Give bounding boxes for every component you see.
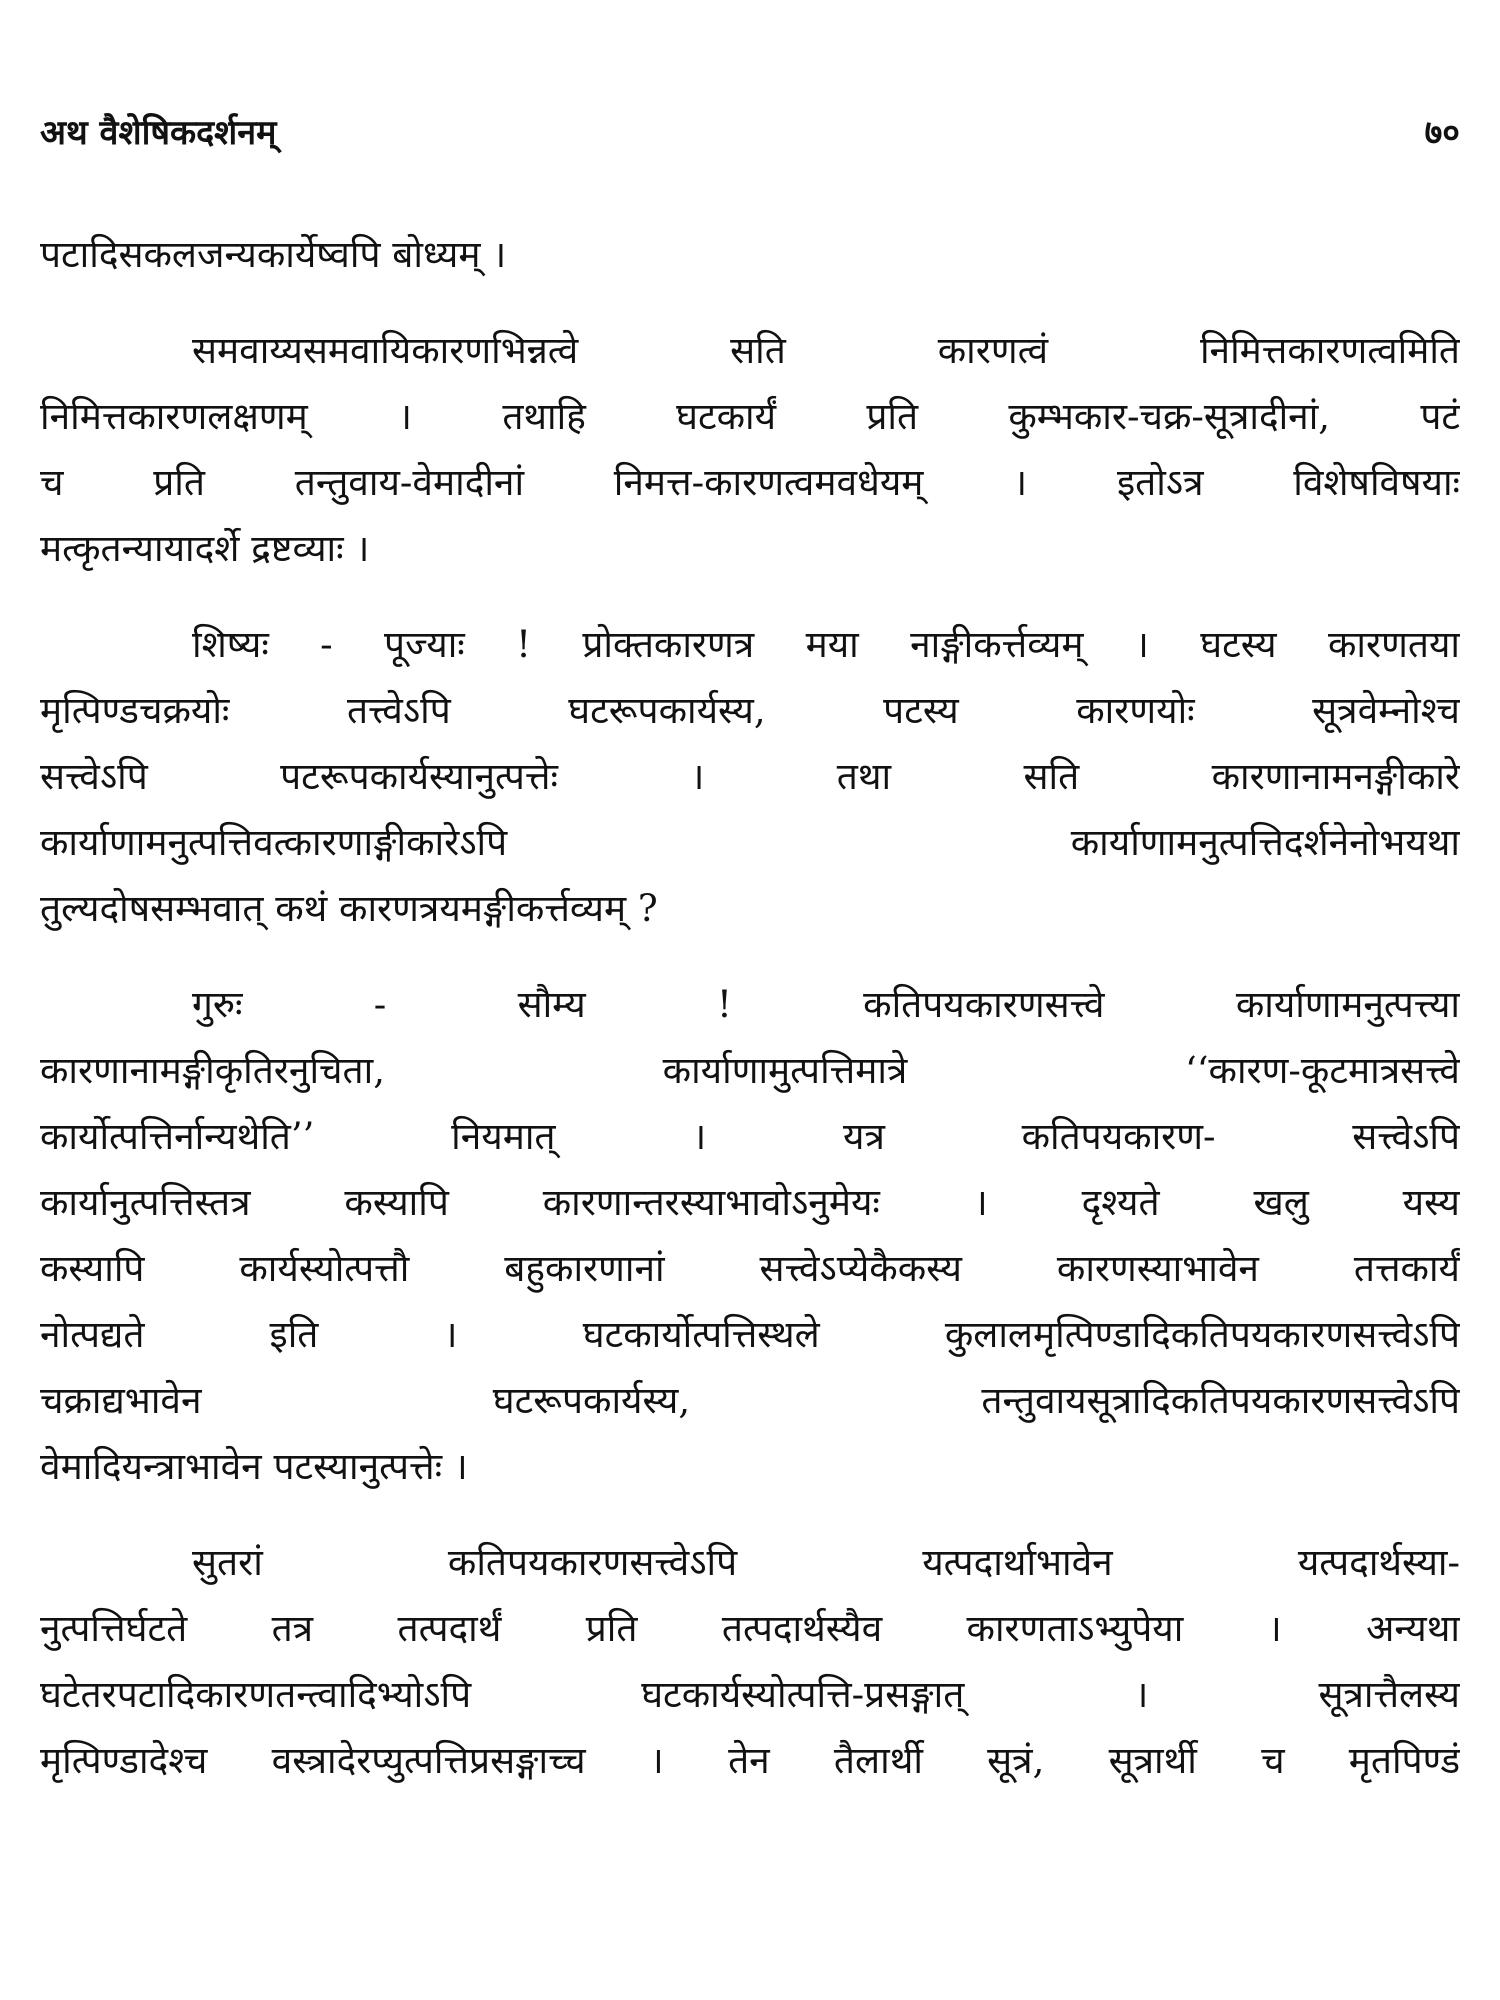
text-line: कारणानामङ्गीकृतिरनुचिता, कार्याणामुत्पत्तिमात्रे ‘‘कारण-कूटमात्रसत्त्वे [40, 1049, 1460, 1092]
text-line: घटेतरपटादिकारणतन्त्वादिभ्योऽपि घटकार्यस्योत्पत्ति-प्रसङ्गात् । सूत्रात्तैलस्य [40, 1673, 1460, 1716]
text-line: कार्योत्पत्तिर्नान्यथेति’’ नियमात् । यत्र कतिपयकारण- सत्त्वेऽपि [40, 1115, 1460, 1158]
paragraph-4 [40, 972, 1460, 1500]
text-line: निमित्तकारणलक्षणम् । तथाहि घटकार्यं प्रति कुम्भकार-चक्र-सूत्रादीनां, पटं [40, 395, 1460, 438]
text-line: मत्कृतन्यायादर्शे द्रष्टव्याः । [40, 527, 370, 570]
text-line: गुरुः - सौम्य ! कतिपयकारणसत्त्वे कार्याणामनुत्पत्त्या [192, 983, 1460, 1026]
text-line: कार्याणामनुत्पत्तिवत्कारणाङ्गीकारेऽपि कार्याणामनुत्पत्तिदर्शनेनोभयथा [40, 821, 1460, 864]
text-line: च प्रति तन्तुवाय-वेमादीनां निमत्त-कारणत्वमवधेयम् । इतोऽत्र विशेषविषयाः [40, 461, 1460, 504]
text-line: शिष्यः - पूज्याः ! प्रोक्तकारणत्र मया नाङ्गीकर्त्तव्यम् । घटस्य कारणतया [192, 623, 1460, 666]
running-header [40, 108, 1460, 158]
text-line: सुतरां कतिपयकारणसत्त्वेऽपि यत्पदार्थाभावेन यत्पदार्थस्या- [192, 1541, 1460, 1584]
text-line: वेमादियन्त्राभावेन पटस्यानुत्पत्तेः । [40, 1445, 468, 1488]
text-line: मृत्पिण्डादेश्च वस्त्रादेरप्युत्पत्तिप्रसङ्गाच्च । तेन तैलार्थी सूत्रं, सूत्रार्थी च मृतपिण्डं [40, 1739, 1460, 1782]
paragraph-3 [40, 612, 1460, 942]
text-line: चक्राद्यभावेन घटरूपकार्यस्य, तन्तुवायसूत्रादिकतिपयकारणसत्त्वेऽपि [40, 1379, 1460, 1422]
text-line: नोत्पद्यते इति । घटकार्योत्पत्तिस्थले कुलालमृत्पिण्डादिकतिपयकारणसत्त्वेऽपि [40, 1313, 1460, 1356]
text-line: कस्यापि कार्यस्योत्पत्तौ बहुकारणानां सत्त्वेऽप्येकैकस्य कारणस्याभावेन तत्तकार्यं [40, 1247, 1460, 1290]
page-number: ७० [1424, 113, 1460, 153]
paragraph-5 [40, 1530, 1460, 1794]
paragraph-2 [40, 318, 1460, 582]
text-line: मृत्पिण्डचक्रयोः तत्त्वेऽपि घटरूपकार्यस्य, पटस्य कारणयोः सूत्रवेम्नोश्च [40, 689, 1460, 732]
text-line: समवाय्यसमवायिकारणभिन्नत्वे सति कारणत्वं निमित्तकारणत्वमिति [192, 329, 1460, 372]
text-line: कार्यानुत्पत्तिस्तत्र कस्यापि कारणान्तरस्याभावोऽनुमेयः । दृश्यते खलु यस्य [40, 1181, 1460, 1224]
text-line: पटादिसकलजन्यकार्येष्वपि बोध्यम् । [40, 233, 507, 276]
paragraph-1 [40, 222, 1460, 288]
text-line: तुल्यदोषसम्भवात् कथं कारणत्रयमङ्गीकर्त्तव्यम् ? [40, 887, 658, 930]
book-title: अथ वैशेषिकदर्शनम् [40, 113, 277, 153]
text-line: सत्त्वेऽपि पटरूपकार्यस्यानुत्पत्तेः । तथा सति कारणानामनङ्गीकारे [40, 755, 1460, 798]
text-line: नुत्पत्तिर्घटते तत्र तत्पदार्थं प्रति तत्पदार्थस्यैव कारणताऽभ्युपेया । अन्यथा [40, 1607, 1460, 1650]
body-text [40, 222, 1460, 1824]
